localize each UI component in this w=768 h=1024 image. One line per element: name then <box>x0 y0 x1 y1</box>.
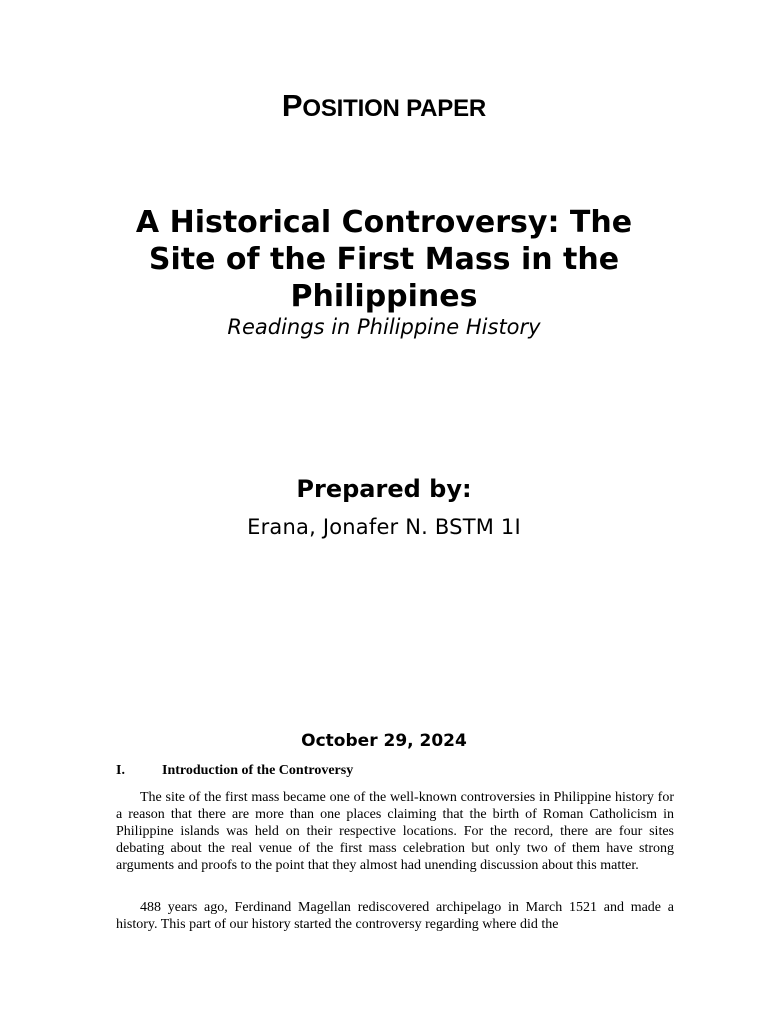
body-paragraph: The site of the first mass became one of the well-known controversies in Philippine history for a reason that there are more than one places claiming that the birth of Roman Catholicism in Philippine islands was held on their respective locations. For the record, there are four sites debating about the real venue of the first mass celebration but only two of them have strong arguments and proofs to the point that they almost had unending discussion about this matter. <box>116 790 674 873</box>
author-name: Erana, Jonafer N. BSTM 1I <box>247 515 521 539</box>
section-number: I. <box>116 763 125 778</box>
document-type-rest: OSITION PAPER <box>302 95 487 122</box>
document-date: October 29, 2024 <box>301 731 467 751</box>
paper-subtitle: Readings in Philippine History <box>227 315 541 339</box>
document-type-heading <box>0 88 768 124</box>
document-type-initial: P <box>281 88 303 123</box>
paper-title: A Historical Controversy: The Site of the First Mass in the Philippines <box>135 205 633 314</box>
prepared-by-label: Prepared by: <box>296 475 472 503</box>
body-paragraph: 488 years ago, Ferdinand Magellan rediscovered archipelago in March 1521 and made a history. This part of our history started the controversy regarding where did the <box>116 900 674 932</box>
section-heading <box>116 763 676 779</box>
section-title: Introduction of the Controversy <box>162 763 354 778</box>
